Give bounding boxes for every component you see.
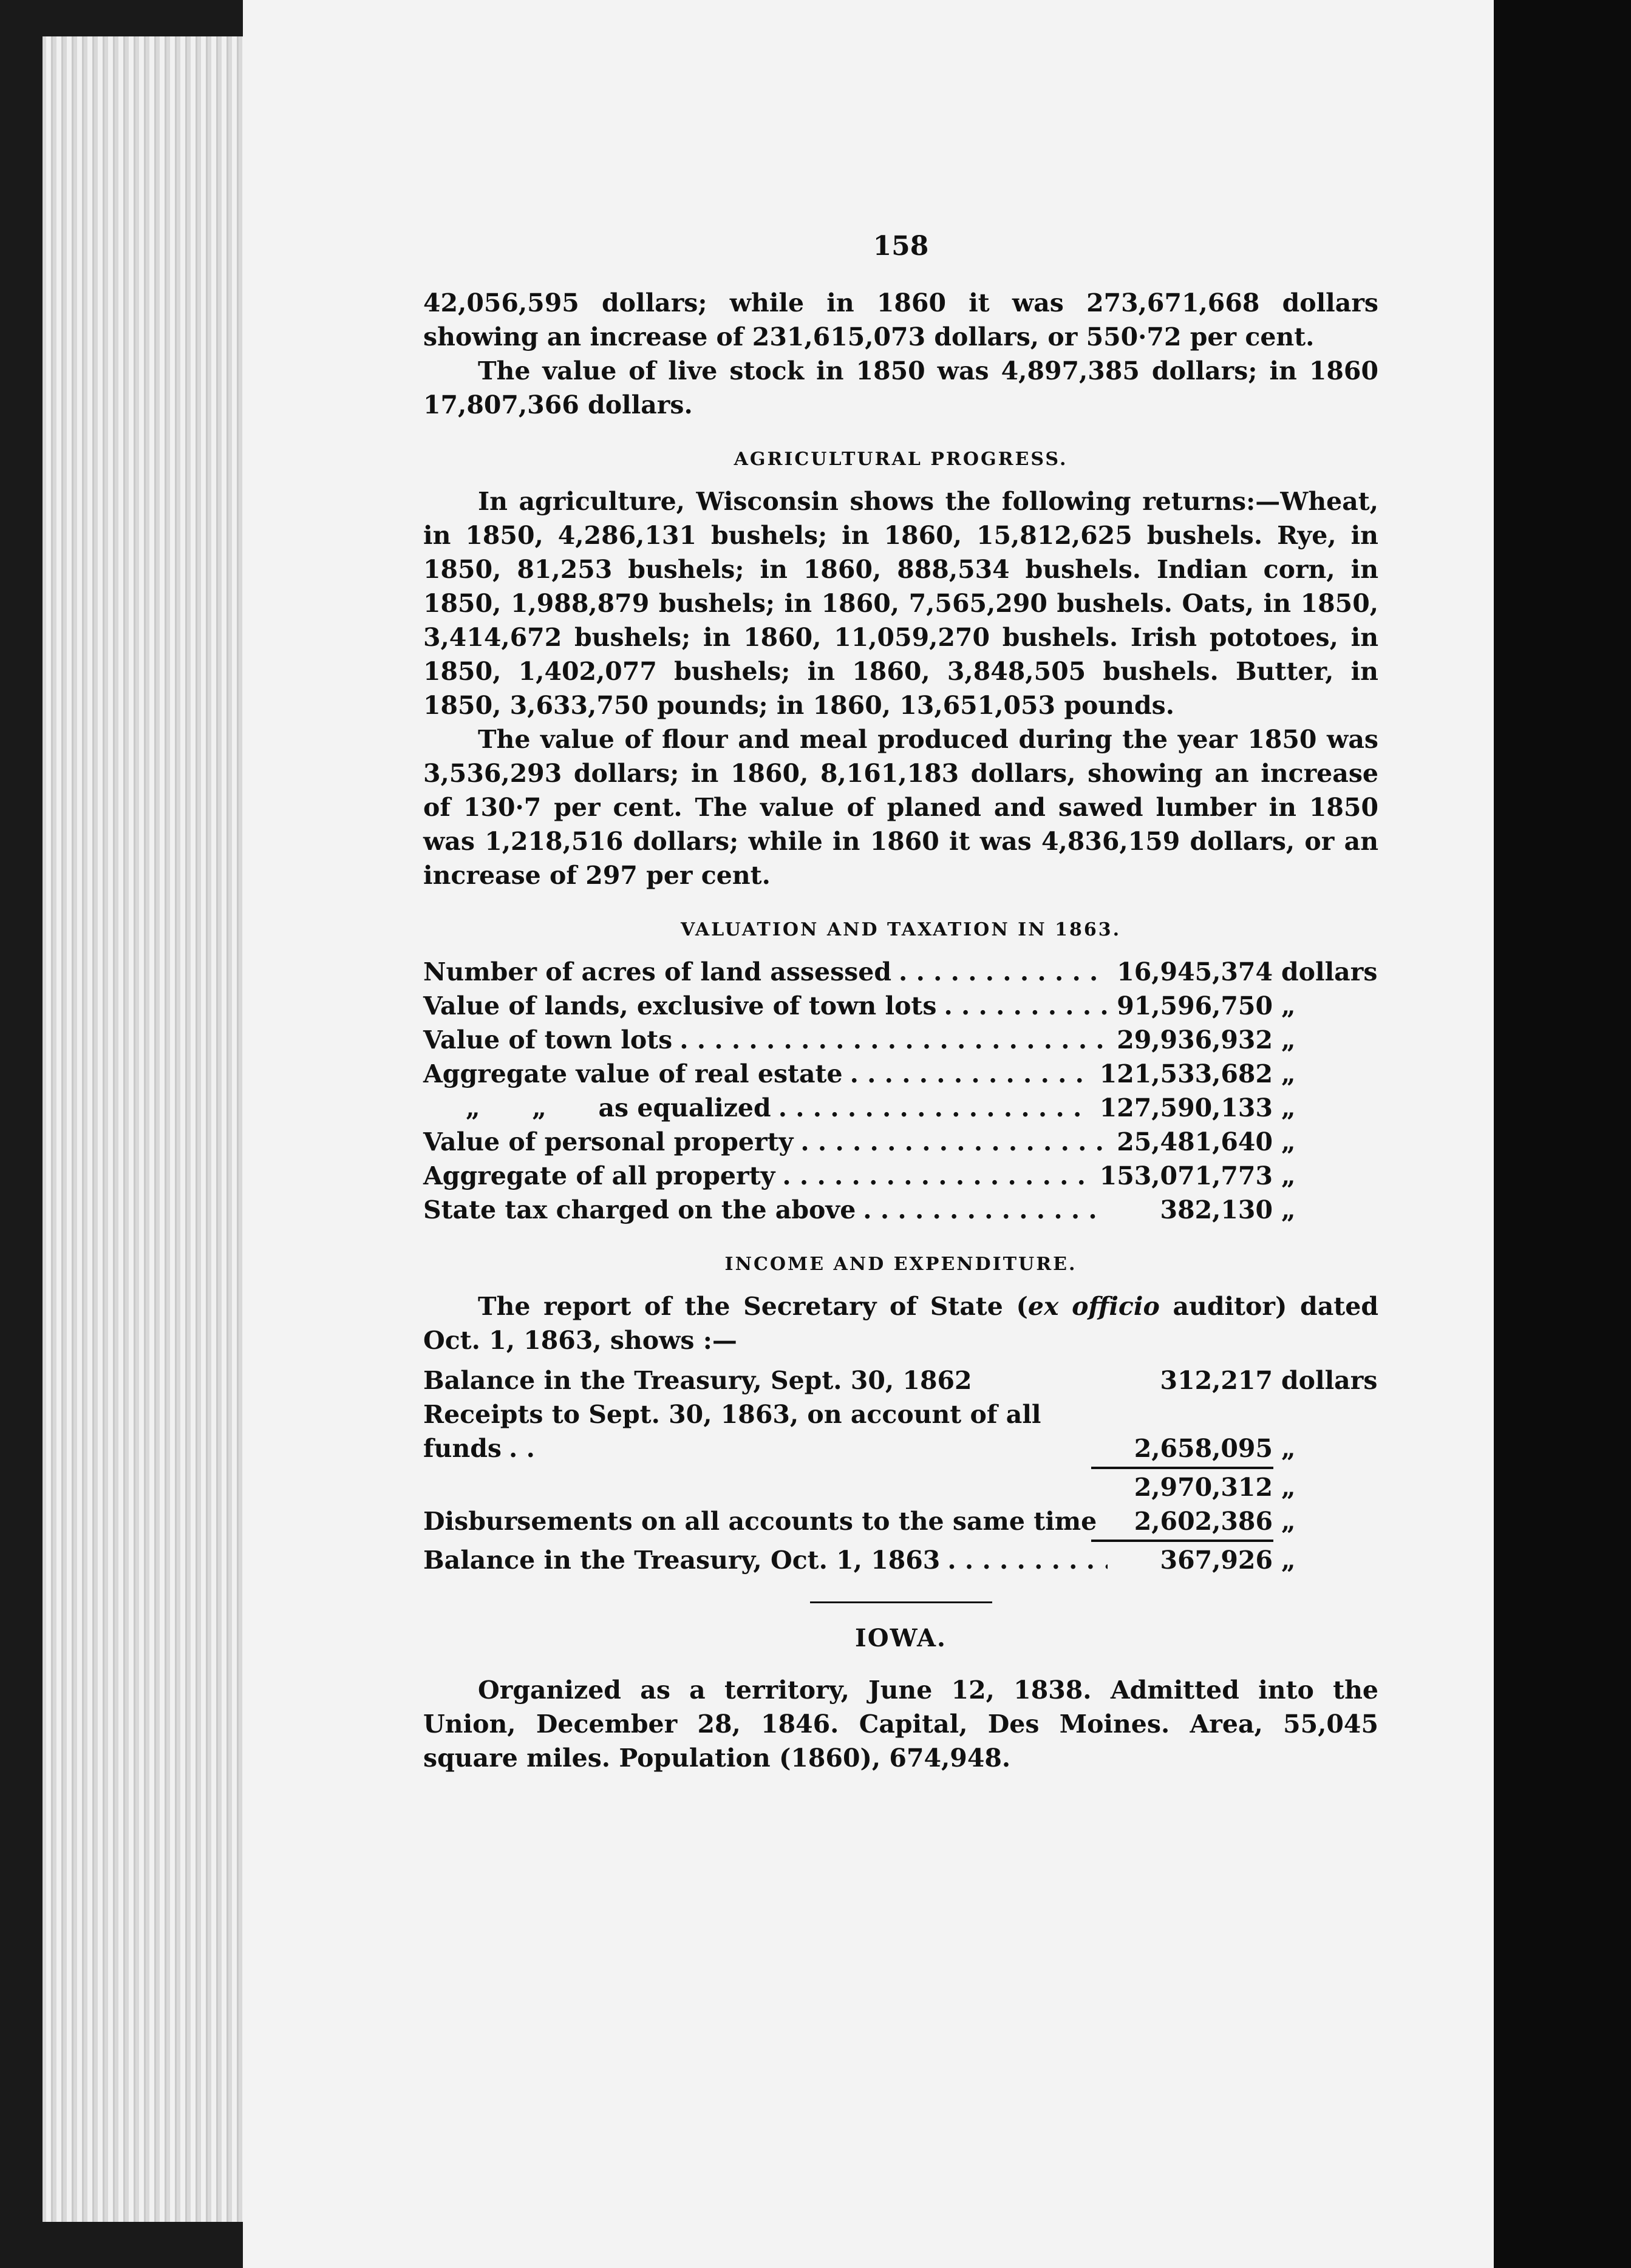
row-unit: dollars (1281, 1366, 1378, 1395)
book-page-edges (43, 36, 249, 2222)
income-intro-italic: ex officio (1027, 1292, 1160, 1321)
table-row (423, 1023, 1378, 1057)
table-row (423, 1363, 1378, 1397)
row-value: 2,658,095 (1134, 1434, 1273, 1463)
valuation-table (423, 955, 1378, 1227)
table-row (423, 955, 1378, 989)
table-row (423, 1193, 1378, 1227)
row-value: 127,590,133 (1099, 1093, 1273, 1122)
leader-dots (899, 955, 1108, 989)
row-value: 121,533,682 (1099, 1059, 1273, 1088)
income-intro (423, 1289, 1378, 1357)
agricultural-heading: AGRICULTURAL PROGRESS. (734, 449, 1068, 470)
row-label: Value of town lots (423, 1025, 673, 1054)
table-row (423, 1470, 1378, 1504)
subtotal-rule (1091, 1467, 1273, 1469)
row-value: 2,602,386 (1134, 1507, 1273, 1536)
table-row (423, 1504, 1378, 1538)
row-unit: „ (1281, 991, 1296, 1020)
page-content (423, 231, 1378, 1775)
row-label: State tax charged on the above (423, 1195, 856, 1224)
row-unit: „ (1281, 1161, 1296, 1190)
row-label: funds (423, 1434, 502, 1463)
scan-background (1494, 0, 1631, 2268)
row-unit: „ (1281, 1025, 1296, 1054)
row-label: Disbursements on all accounts to the same time (423, 1507, 1097, 1536)
row-label: Balance in the Treasury, Oct. 1, 1863 (423, 1546, 941, 1575)
agricultural-paragraph-1: In agriculture, Wisconsin shows the following returns:—Wheat, in 1850, 4,286,131 bushels; in 1860, 15,812,625 bushels. Rye, in 1850, 81,253 bushels; in 1860, 888,534 bushels. Indian corn, in 1850, 1,988,879 bushels; in 1860, 7,565,290 bushels. Oats, in 1850, 3,414,672 bushels; in 1860, 11,059,270 bushels. Irish pototoes, in 1850, 1,402,077 bushels; in 1860, 3,848,505 bushels. Butter, in 1850, 3,633,750 pounds; in 1860, 13,651,053 pounds. (423, 487, 1378, 720)
table-row (423, 1057, 1378, 1091)
intro-paragraph-2: The value of live stock in 1850 was 4,897,385 dollars; in 1860 17,807,366 dollars. (423, 356, 1378, 419)
section-divider (810, 1601, 992, 1603)
iowa-paragraph: Organized as a territory, June 12, 1838. Admitted into the Union, December 28, 1846. Capital, Des Moines. Area, 55,045 square miles. Population (1860), 674,948. (423, 1676, 1378, 1773)
leader-dots (778, 1091, 1092, 1125)
row-value: 367,926 (1160, 1546, 1273, 1575)
row-label: Receipts to Sept. 30, 1863, on account of all (423, 1400, 1041, 1429)
table-row (423, 1543, 1378, 1577)
intro-paragraph-1: 42,056,595 dollars; while in 1860 it was 273,671,668 dollars showing an increase of 231,615,073 dollars, or 550·72 per cent. (423, 288, 1378, 351)
leader-dots (782, 1159, 1092, 1193)
income-intro-b: auditor) dated Oct. 1, 1863, shows :— (423, 1292, 1378, 1355)
row-unit: „ (1281, 1093, 1296, 1122)
row-unit: „ (1281, 1059, 1296, 1088)
row-label: Aggregate value of real estate (423, 1059, 843, 1088)
row-value: 91,596,750 (1117, 991, 1273, 1020)
row-label: Number of acres of land assessed (423, 957, 892, 986)
row-label: Value of personal property (423, 1127, 794, 1156)
table-row (423, 1125, 1378, 1159)
total-rule (1091, 1540, 1273, 1542)
table-row (423, 989, 1378, 1023)
page-number: 158 (873, 231, 929, 262)
row-value: 312,217 (1160, 1366, 1273, 1395)
leader-dots (863, 1193, 1108, 1227)
row-unit: „ (1281, 1546, 1296, 1575)
row-value: 153,071,773 (1099, 1161, 1273, 1190)
row-label: Aggregate of all property (423, 1161, 775, 1190)
row-unit: „ (1281, 1473, 1296, 1502)
row-label: Value of lands, exclusive of town lots (423, 991, 937, 1020)
row-label: Balance in the Treasury, Sept. 30, 1862 (423, 1366, 972, 1395)
row-unit: dollars (1281, 957, 1378, 986)
leader-dots (679, 1023, 1108, 1057)
row-unit: „ (1281, 1127, 1296, 1156)
table-row (423, 1397, 1378, 1431)
agricultural-paragraph-2: The value of flour and meal produced during the year 1850 was 3,536,293 dollars; in 1860, 8,161,183 dollars, showing an increase of 130·7 per cent. The value of planed and sawed lumber in 1850 was 1,218,516 dollars; while in 1860 it was 4,836,159 dollars, or an increase of 297 per cent. (423, 725, 1378, 890)
row-label: „ „ as equalized (466, 1093, 771, 1122)
row-unit: „ (1281, 1195, 1296, 1224)
table-row (423, 1159, 1378, 1193)
leader-dots (944, 989, 1108, 1023)
subtotal-value: 2,970,312 (1134, 1473, 1273, 1502)
row-value: 29,936,932 (1117, 1025, 1273, 1054)
income-table (423, 1363, 1378, 1577)
leader-dots (850, 1057, 1092, 1091)
row-unit: „ (1281, 1434, 1296, 1463)
row-value: 382,130 (1160, 1195, 1273, 1224)
income-intro-a: The report of the Secretary of State ( (478, 1292, 1028, 1321)
table-row (423, 1091, 1378, 1125)
row-value: 25,481,640 (1117, 1127, 1273, 1156)
leader-dots (509, 1431, 545, 1465)
valuation-heading: VALUATION AND TAXATION IN 1863. (680, 919, 1122, 940)
leader-dots (800, 1125, 1108, 1159)
book-page (243, 0, 1494, 2268)
income-heading: INCOME AND EXPENDITURE. (724, 1254, 1077, 1275)
leader-dots (947, 1543, 1108, 1577)
table-row (423, 1431, 1378, 1465)
iowa-heading: IOWA. (855, 1624, 947, 1652)
row-unit: „ (1281, 1507, 1296, 1536)
row-value: 16,945,374 (1117, 957, 1273, 986)
